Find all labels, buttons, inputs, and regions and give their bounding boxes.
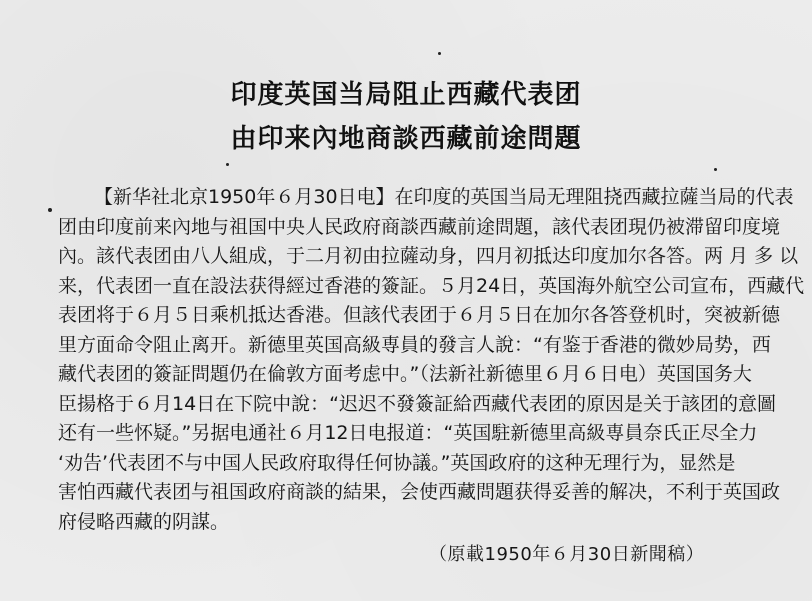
body-line-12: 府侵略西藏的阴謀。 <box>58 510 230 533</box>
body-line-10: ‘劝告’代表团不与中国人民政府取得任何协議。”英国政府的这种无理行为，显然是 <box>58 451 736 474</box>
body-line-4: 来，代表团一直在設法获得經过香港的簽証。５月24日，英国海外航空公司宣布，西藏代 <box>58 274 805 297</box>
body-line-8: 臣揚格于６月14日在下院中說：“迟迟不發簽証給西藏代表团的原因是关于該团的意圖 <box>58 392 777 415</box>
body-line-9: 还有一些怀疑。”另据电通社６月12日电报道：“英国駐新德里高級専員奈氏正尽全力 <box>58 422 758 444</box>
scan-speck <box>714 168 717 171</box>
body-line-3: 內。該代表团由八人組成，于二月初由拉薩动身，四月初抵达印度加尔各答。两 月 多 以 <box>58 245 799 267</box>
body-line-7: 藏代表团的簽証問題仍在倫敦方面考虑中。”（法新社新德里６月６日电）英国国务大 <box>58 363 752 385</box>
body-line-2: 团由印度前来內地与祖国中央人民政府商談西藏前途問題，該代表团現仍被滞留印度境 <box>58 215 781 238</box>
source-note: （原載1950年６月30日新聞稿） <box>429 544 705 565</box>
body-line-6: 里方面命令阻止离开。新德里英国高級専員的發言人說：“有鉴于香港的微妙局势，西 <box>58 333 771 356</box>
headline-line-1: 印度英国当局阻止西藏代表团 <box>230 80 582 110</box>
scan-speck <box>438 52 441 55</box>
headline-line-2: 由印来內地商談西藏前途問題 <box>230 124 582 154</box>
article-body <box>58 183 805 537</box>
scan-speck <box>226 163 229 166</box>
body-line-1: 【新华社北京1950年６月30日电】在印度的英国当局无理阻挠西藏拉薩当局的代表 <box>94 186 794 208</box>
scan-speck <box>48 208 52 212</box>
body-line-11: 害怕西藏代表团与祖国政府商談的結果，会使西藏問題获得妥善的解决，不利于英国政 <box>58 481 781 503</box>
body-line-5: 表团将于６月５日乘机抵达香港。但該代表团于６月５日在加尔各答登机时，突被新德 <box>58 304 781 326</box>
